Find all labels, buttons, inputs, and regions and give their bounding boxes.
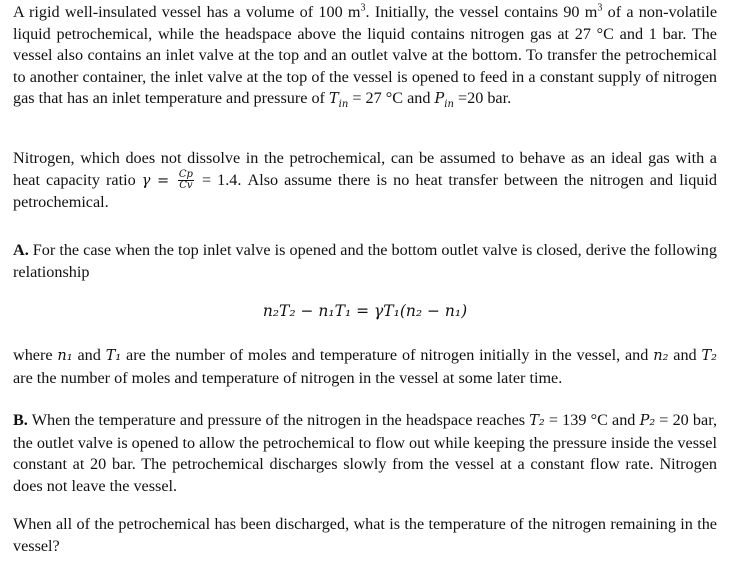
- inlet-pressure-symbol: $P_{in}$: [434, 91, 454, 110]
- heat-capacity-fraction: [178, 170, 194, 191]
- question-text: When all of the petrochemical has been discharged, what is the temperature of the nitrogen remaining in the vessel?: [13, 515, 717, 555]
- intro-text: . Initially, the vessel contains 90 m: [365, 3, 598, 21]
- problem-intro-paragraph: [13, 2, 717, 111]
- fraction-denominator: Cv: [179, 180, 193, 192]
- part-a-text: For the case when the top inlet valve is opened and the bottom outlet valve is closed, derive the following relationship: [13, 241, 717, 281]
- n1-symbol: n₁: [57, 348, 73, 364]
- liquid-volume-unit-exponent: 3: [597, 2, 603, 14]
- assumptions-text: = 1.4. Also assume there is no heat transfer between the nitrogen and liquid petrochemical.: [13, 170, 717, 211]
- intro-text: A rigid well-insulated vessel has a volume of 100 m: [13, 3, 361, 21]
- intro-text: of a non-volatile liquid petrochemical, while the headspace above the liquid contains nitrogen gas at 27 °C and 1 bar. The vessel also contains an inlet valve at the top and an outlet valve at the bottom. To transfer the petrochemical to another container, the inlet valve at the top of the vessel is opened to feed in a constant supply of nitrogen gas that has an inlet temperature and pressure of: [13, 3, 718, 107]
- relationship-equation: n₂T₂ − n₁T₁ = γT₁(n₂ − n₁): [262, 302, 468, 320]
- question-paragraph: [13, 514, 717, 557]
- part-b-paragraph: B. When the temperature and pressure of the nitrogen in the headspace reaches T₂ = 139 °C and P₂ = 20 bar, the outlet valve is opened to allow the petrochemical to flow out while keeping the pressure inside the vessel constant at 20 bar. The petrochemical discharges slowly from the vessel at a constant flow rate. Nitrogen does not leave the vessel.: [13, 411, 717, 495]
- t2-symbol: T₂: [701, 348, 717, 364]
- inlet-temperature-symbol: $T_{in}$: [329, 91, 349, 110]
- n2-symbol: n₂: [653, 348, 669, 364]
- t2-symbol: T₂: [529, 413, 545, 429]
- inlet-temperature-value: = 27 °C and: [348, 89, 435, 107]
- assumptions-paragraph: [13, 148, 717, 214]
- part-a-paragraph: [13, 240, 717, 283]
- p2-symbol: P₂: [639, 413, 656, 429]
- inlet-pressure-value: =20 bar.: [453, 89, 512, 107]
- t1-symbol: T₁: [105, 348, 122, 364]
- variable-definitions-paragraph: where n₁ and T₁ are the number of moles and temperature of nitrogen initially in the vessel, and n₂ and T₂ are the number of moles and temperature of nitrogen in the vessel at some later time.: [13, 346, 717, 387]
- assumptions-text: Nitrogen, which does not dissolve in the petrochemical, can be assumed to behave as an ideal gas with a heat capacity ratio: [13, 149, 717, 189]
- fraction-numerator: Cp: [178, 169, 193, 181]
- part-b-label: B.: [13, 411, 28, 429]
- gamma-symbol: γ =: [141, 172, 176, 189]
- volume-unit-exponent: 3: [360, 2, 366, 14]
- part-a-label: A.: [13, 241, 29, 259]
